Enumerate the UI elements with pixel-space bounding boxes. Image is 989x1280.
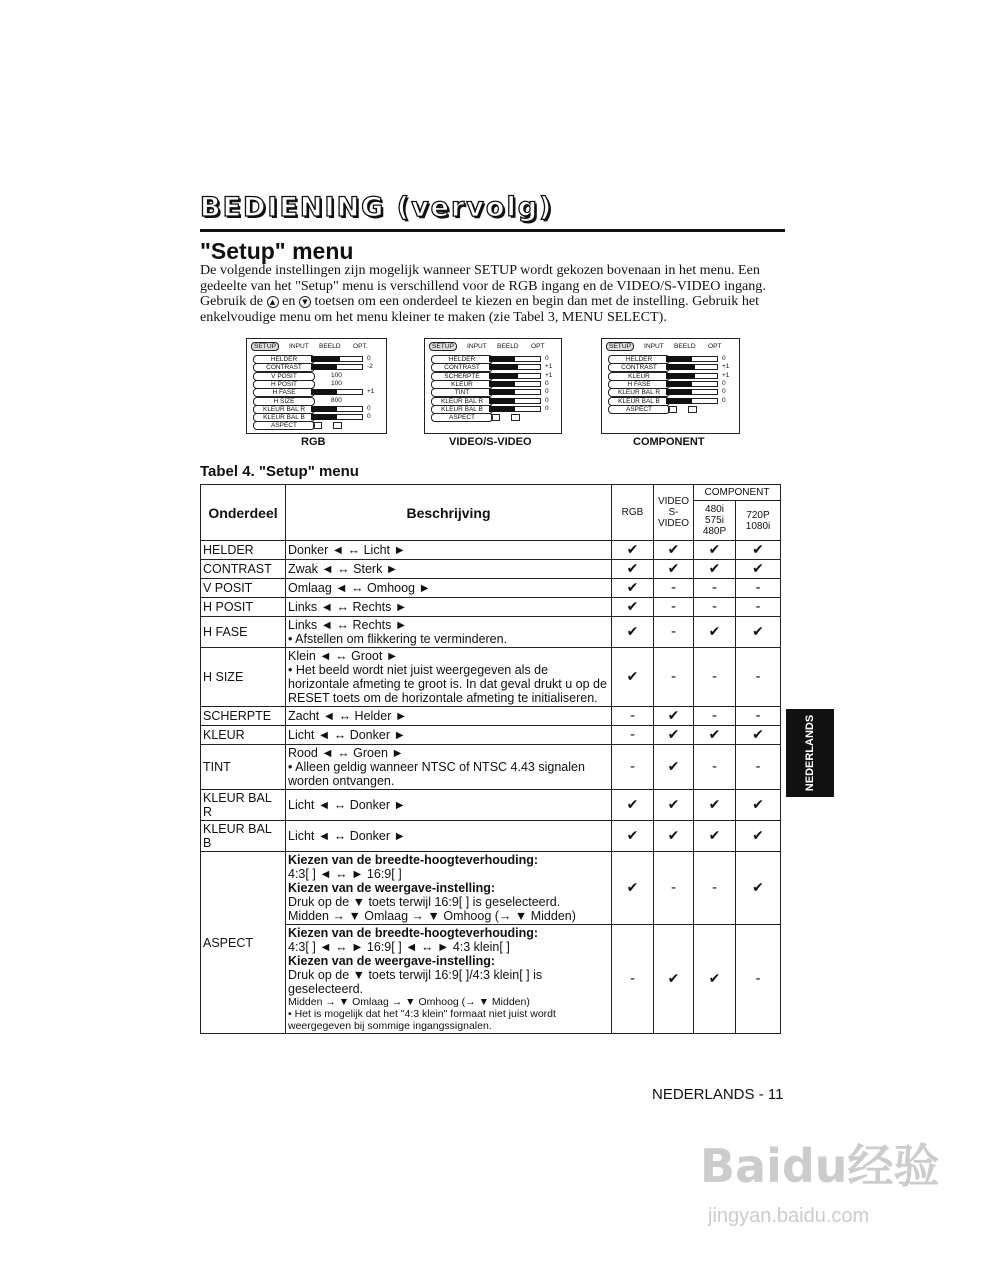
mark-cell: ✔	[612, 648, 654, 707]
aspect-icon	[333, 422, 342, 429]
col-header-component: COMPONENT	[694, 485, 781, 501]
menu-item-value: +1	[722, 371, 730, 379]
menu-item-label: H FASE	[253, 388, 315, 397]
mark-cell: ✔	[736, 560, 781, 579]
menu-item-value: 0	[545, 379, 549, 387]
menu-item-value: 800	[331, 396, 342, 404]
menu-item-bar	[489, 406, 515, 412]
row-desc-main: Klein ◄ ↔ Groot ►	[288, 649, 399, 663]
row-name: H POSIT	[201, 598, 286, 617]
mark-cell: -	[694, 579, 736, 598]
intro-en: en	[282, 293, 296, 310]
menu-item-bar	[489, 381, 515, 387]
title-rule	[200, 229, 785, 232]
mark-cell: -	[654, 598, 694, 617]
menu-item-label: H FASE	[608, 380, 670, 389]
up-button-icon: ▲	[267, 296, 279, 308]
menu-item-value: 0	[722, 355, 726, 362]
row-description	[286, 790, 612, 821]
table-row	[201, 598, 781, 617]
row-description	[286, 707, 612, 726]
col-header-comp-720: 720P 1080i	[736, 501, 781, 541]
mark-cell: -	[694, 707, 736, 726]
menu-item-label: KLEUR	[608, 372, 670, 381]
menu-item-label: ASPECT	[431, 413, 493, 422]
menu-item-label: KLEUR BAL R	[253, 405, 315, 414]
mark-cell: -	[654, 579, 694, 598]
row-description	[286, 560, 612, 579]
mark-cell: ✔	[654, 790, 694, 821]
menu-item-value: 100	[331, 379, 342, 387]
menu-item-label: SCHERPTE	[431, 372, 493, 381]
aspect-desc-a	[286, 852, 612, 925]
mark-cell: ✔	[654, 541, 694, 560]
row-name: KLEUR	[201, 726, 286, 745]
menu-tab: INPUT	[289, 343, 309, 350]
row-description	[286, 745, 612, 790]
menu-item-bar	[489, 373, 518, 379]
menu-item-bar	[311, 364, 337, 370]
row-desc-main: Omlaag ◄ ↔ Omhoog ►	[288, 581, 431, 595]
menu-item-label: KLEUR	[431, 380, 493, 389]
menu-item-bar	[311, 389, 337, 395]
menu-screen-caption: RGB	[301, 436, 326, 448]
table-row	[201, 726, 781, 745]
row-description	[286, 617, 612, 648]
menu-item-label: KLEUR BAL R	[431, 397, 493, 406]
menu-item-bar	[311, 406, 337, 412]
menu-tabs	[251, 342, 382, 351]
row-desc-note: • Alleen geldig wanneer NTSC of NTSC 4.43 signalen worden ontvangen.	[288, 760, 585, 788]
mark-cell: ✔	[694, 925, 736, 1034]
menu-item-label: CONTRAST	[431, 363, 493, 372]
menu-item-label: HELDER	[608, 355, 670, 364]
mark-cell: ✔	[612, 541, 654, 560]
mark-cell: -	[736, 579, 781, 598]
mark-cell: ✔	[612, 579, 654, 598]
mark-cell: -	[654, 852, 694, 925]
mark-cell: ✔	[612, 617, 654, 648]
menu-item-label: KLEUR BAL B	[253, 413, 315, 422]
menu-item-bar	[666, 381, 692, 387]
menu-item-value: 0	[367, 413, 371, 421]
aspect-a-line-3: Midden → ▼ Omlaag → ▼ Omhoog (→ ▼ Midden)	[288, 909, 576, 923]
row-desc-main: Links ◄ ↔ Rechts ►	[288, 600, 408, 614]
menu-item-label: TINT	[431, 388, 493, 397]
mark-cell: -	[736, 648, 781, 707]
row-name-aspect: ASPECT	[201, 852, 286, 1034]
menu-item-label: KLEUR BAL R	[608, 388, 670, 397]
row-name: CONTRAST	[201, 560, 286, 579]
menu-item-value: +1	[545, 363, 553, 371]
menu-tab: OPT	[531, 343, 545, 350]
mark-cell: ✔	[736, 726, 781, 745]
menu-tab: INPUT	[467, 343, 487, 350]
aspect-b-heading-2: Kiezen van de weergave-instelling:	[288, 954, 496, 968]
mark-cell: ✔	[694, 541, 736, 560]
mark-cell: ✔	[736, 852, 781, 925]
menu-item-bar	[489, 389, 515, 395]
menu-tab: BEELD	[319, 343, 341, 350]
row-desc-main: Licht ◄ ↔ Donker ►	[288, 829, 406, 843]
col-header-rgb: RGB	[612, 485, 654, 541]
mark-cell: ✔	[694, 617, 736, 648]
row-desc-note: • Het beeld wordt niet juist weergegeven als de horizontale afmeting te groot is. In dat geval drukt u op de RESET toets om de horizontale afmeting te initialiseren.	[288, 663, 607, 705]
menu-item-value: 0	[722, 396, 726, 404]
mark-cell: ✔	[612, 821, 654, 852]
menu-screen-caption: COMPONENT	[633, 436, 705, 448]
aspect-b-line-3: Midden → ▼ Omlaag → ▼ Omhoog (→ ▼ Midden)	[288, 996, 530, 1008]
mark-cell: -	[736, 598, 781, 617]
row-name: TINT	[201, 745, 286, 790]
menu-item-bar	[666, 389, 692, 395]
menu-item-bar	[311, 414, 337, 420]
menu-item-value: +1	[722, 363, 730, 371]
row-desc-note: • Afstellen om flikkering te verminderen.	[288, 632, 508, 646]
mark-cell: ✔	[736, 617, 781, 648]
mark-cell: -	[694, 745, 736, 790]
aspect-a-heading-2: Kiezen van de weergave-instelling:	[288, 881, 496, 895]
menu-item-label: H SIZE	[253, 397, 315, 406]
row-name: KLEUR BAL B	[201, 821, 286, 852]
row-desc-main: Licht ◄ ↔ Donker ►	[288, 798, 406, 812]
mark-cell: -	[654, 617, 694, 648]
row-name: KLEUR BAL R	[201, 790, 286, 821]
mark-cell: ✔	[654, 707, 694, 726]
intro-paragraph	[200, 263, 790, 325]
menu-screen-2	[601, 338, 740, 434]
menu-item-label: HELDER	[431, 355, 493, 364]
aspect-icon	[491, 414, 500, 421]
menu-item-value: 0	[367, 404, 371, 412]
col-header-comp-480: 480i 575i 480P	[694, 501, 736, 541]
setup-table	[200, 484, 781, 1034]
mark-cell: -	[736, 707, 781, 726]
menu-item-bar	[489, 398, 515, 404]
mark-cell: ✔	[612, 598, 654, 617]
menu-tab: BEELD	[497, 343, 519, 350]
row-name: SCHERPTE	[201, 707, 286, 726]
watermark-url: jingyan.baidu.com	[708, 1205, 870, 1227]
menu-tab: SETUP	[251, 342, 279, 351]
table-row	[201, 648, 781, 707]
mark-cell: -	[694, 598, 736, 617]
col-header-desc: Beschrijving	[286, 485, 612, 541]
menu-tab: SETUP	[606, 342, 634, 351]
mark-cell: ✔	[736, 541, 781, 560]
table-row	[201, 579, 781, 598]
menu-item-bar	[489, 356, 515, 362]
menu-tab: BEELD	[674, 343, 696, 350]
aspect-desc-b	[286, 925, 612, 1034]
menu-item-label: HELDER	[253, 355, 315, 364]
mark-cell: -	[612, 925, 654, 1034]
menu-item-value: 100	[331, 371, 342, 379]
mark-cell: ✔	[612, 852, 654, 925]
menu-item-value: 0	[722, 379, 726, 387]
menu-tab: SETUP	[429, 342, 457, 351]
aspect-b-heading-1: Kiezen van de breedte-hoogteverhouding:	[288, 926, 539, 940]
menu-screen-0	[246, 338, 387, 434]
table-row	[201, 560, 781, 579]
aspect-a-heading-1: Kiezen van de breedte-hoogteverhouding:	[288, 853, 539, 867]
intro-text-1: De volgende instellingen zijn mogelijk wanneer SETUP wordt gekozen bovenaan in het menu. Een gedeelte van het "Setup" menu is verschillend voor de RGB ingang en de VIDEO/S-VIDEO ingang. Gebruik de	[200, 262, 766, 310]
menu-item-value: 0	[367, 355, 371, 362]
mark-cell: -	[654, 648, 694, 707]
menu-item-value: +1	[367, 388, 375, 396]
table-row	[201, 541, 781, 560]
menu-item-bar	[666, 364, 695, 370]
aspect-icon	[688, 406, 697, 413]
menu-item-label: CONTRAST	[608, 363, 670, 372]
row-description	[286, 821, 612, 852]
table-row	[201, 745, 781, 790]
page-title: BEDIENING (vervolg)	[200, 192, 554, 223]
aspect-a-line-1: 4:3[ ] ◄ ↔ ► 16:9[ ]	[288, 867, 402, 881]
row-description	[286, 598, 612, 617]
menu-item-value: +1	[545, 371, 553, 379]
row-description	[286, 648, 612, 707]
menu-item-label: ASPECT	[608, 405, 670, 414]
menu-item-value: 0	[545, 404, 549, 412]
row-desc-main: Licht ◄ ↔ Donker ►	[288, 728, 406, 742]
menu-tab: OPT	[708, 343, 722, 350]
mark-cell: -	[736, 925, 781, 1034]
row-desc-main: Zacht ◄ ↔ Helder ►	[288, 709, 408, 723]
menu-item-bar	[311, 356, 340, 362]
menu-item-label: V POSIT	[253, 372, 315, 381]
menu-item-label: ASPECT	[253, 421, 315, 430]
menu-item-label: KLEUR BAL B	[608, 397, 670, 406]
mark-cell: -	[694, 648, 736, 707]
menu-item-bar	[489, 364, 518, 370]
menu-item-value: 0	[545, 388, 549, 396]
menu-item-bar	[666, 398, 692, 404]
row-desc-main: Zwak ◄ ↔ Sterk ►	[288, 562, 399, 576]
watermark-logo: Baidu经验	[700, 1139, 940, 1193]
aspect-icon	[511, 414, 520, 421]
mark-cell: ✔	[654, 745, 694, 790]
aspect-b-note: • Het is mogelijk dat het "4:3 klein" formaat niet juist wordt weergegeven bij sommige ingangssignalen.	[288, 1008, 556, 1032]
table-row	[201, 707, 781, 726]
mark-cell: ✔	[694, 790, 736, 821]
row-name: H SIZE	[201, 648, 286, 707]
menu-item-value: 0	[545, 355, 549, 362]
table-row	[201, 790, 781, 821]
mark-cell: ✔	[736, 790, 781, 821]
col-header-video: VIDEO S-VIDEO	[654, 485, 694, 541]
aspect-b-line-1: 4:3[ ] ◄ ↔ ► 16:9[ ] ◄ ↔ ► 4:3 klein[ ]	[288, 940, 510, 954]
mark-cell: ✔	[654, 560, 694, 579]
table-caption: Tabel 4. "Setup" menu	[200, 463, 359, 480]
menu-item-bar	[666, 373, 695, 379]
menu-screen-1	[424, 338, 562, 434]
mark-cell: -	[694, 852, 736, 925]
menu-tab: INPUT	[644, 343, 664, 350]
aspect-icon	[668, 406, 677, 413]
mark-cell: ✔	[612, 790, 654, 821]
row-description	[286, 579, 612, 598]
menu-item-label: KLEUR BAL B	[431, 405, 493, 414]
table-row	[201, 821, 781, 852]
row-name: H FASE	[201, 617, 286, 648]
mark-cell: ✔	[694, 560, 736, 579]
row-desc-main: Rood ◄ ↔ Groen ►	[288, 746, 404, 760]
row-name: HELDER	[201, 541, 286, 560]
side-tab-label: NEDERLANDS	[804, 714, 816, 792]
mark-cell: -	[612, 745, 654, 790]
menu-item-value: 0	[722, 388, 726, 396]
menu-screen-caption: VIDEO/S-VIDEO	[449, 436, 532, 448]
col-header-item: Onderdeel	[201, 485, 286, 541]
intro-text-2: toetsen om een onderdeel te kiezen en begin dan met de instelling. Gebruik het enkelvoudige menu om het menu kleiner te maken (zie Tabel 3, MENU SELECT).	[200, 293, 760, 325]
mark-cell: ✔	[654, 925, 694, 1034]
row-description	[286, 726, 612, 745]
mark-cell: ✔	[612, 560, 654, 579]
aspect-a-line-2: Druk op de ▼ toets terwijl 16:9[ ] is geselecteerd.	[288, 895, 561, 909]
aspect-icon	[313, 422, 322, 429]
menu-item-label: H POSIT	[253, 380, 315, 389]
menu-item-value: 0	[545, 396, 549, 404]
row-description	[286, 541, 612, 560]
mark-cell: -	[612, 707, 654, 726]
aspect-b-line-2: Druk op de ▼ toets terwijl 16:9[ ]/4:3 klein[ ] is geselecteerd.	[288, 968, 543, 996]
mark-cell: ✔	[654, 726, 694, 745]
menu-tabs	[429, 342, 557, 351]
row-name: V POSIT	[201, 579, 286, 598]
mark-cell: -	[612, 726, 654, 745]
mark-cell: ✔	[694, 726, 736, 745]
table-row	[201, 617, 781, 648]
menu-item-bar	[666, 356, 692, 362]
mark-cell: ✔	[654, 821, 694, 852]
menu-tab: OPT.	[353, 343, 368, 350]
menu-item-label: CONTRAST	[253, 363, 315, 372]
row-desc-main: Links ◄ ↔ Rechts ►	[288, 618, 408, 632]
down-button-icon: ▼	[299, 296, 311, 308]
page-footer: NEDERLANDS - 11	[652, 1086, 784, 1103]
mark-cell: -	[736, 745, 781, 790]
mark-cell: ✔	[694, 821, 736, 852]
row-desc-main: Donker ◄ ↔ Licht ►	[288, 543, 406, 557]
language-side-tab	[786, 709, 834, 797]
mark-cell: ✔	[736, 821, 781, 852]
section-title: "Setup" menu	[200, 238, 354, 264]
menu-item-value: -2	[367, 363, 373, 371]
menu-tabs	[606, 342, 735, 351]
